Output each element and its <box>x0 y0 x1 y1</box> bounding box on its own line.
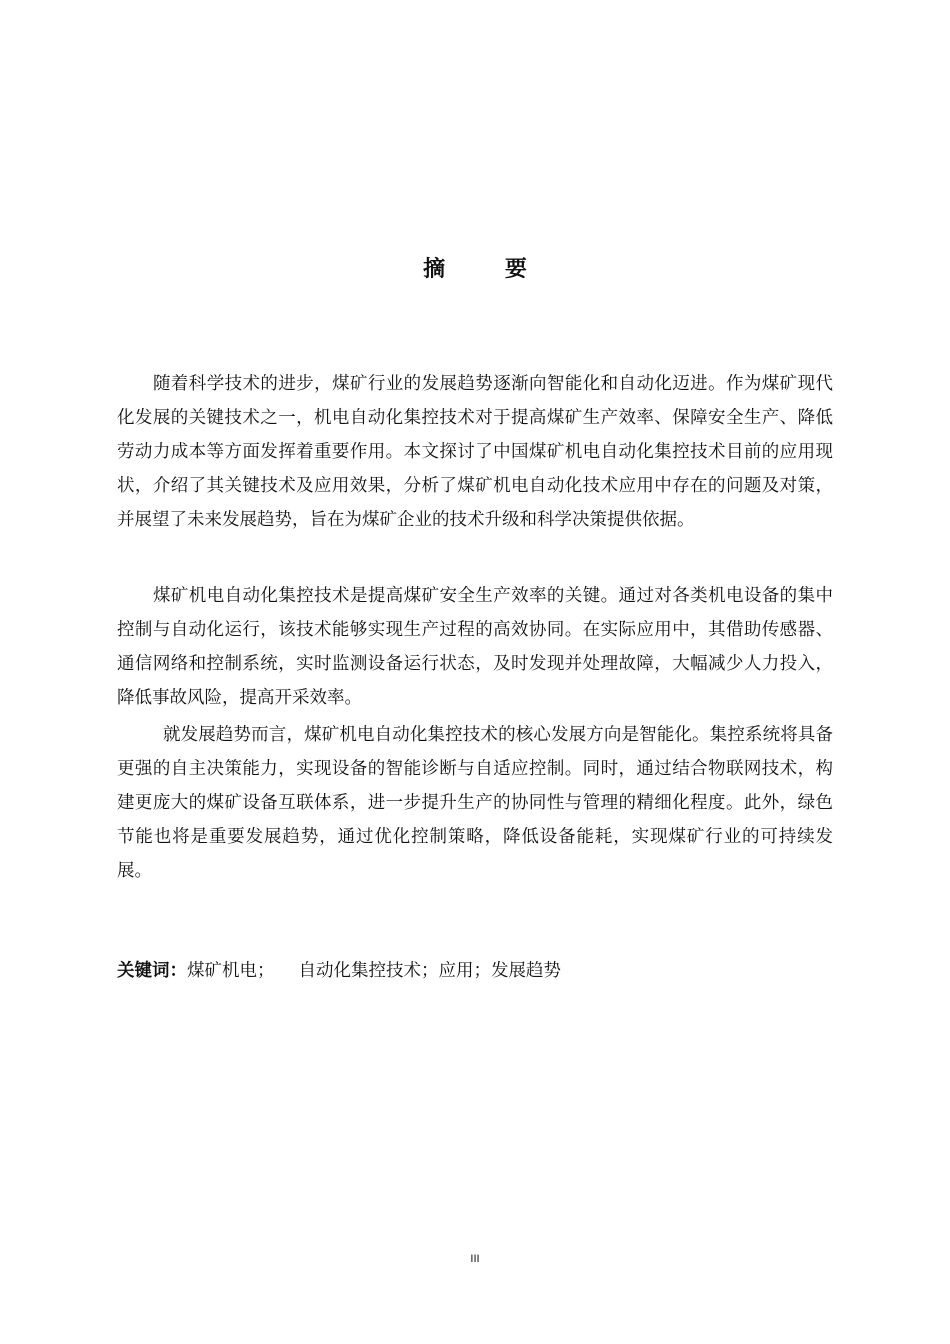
abstract-paragraph-1: 随着科学技术的进步，煤矿行业的发展趋势逐渐向智能化和自动化迈进。作为煤矿现代化发展的关键技术之一，机电自动化集控技术对于提高煤矿生产效率、保障安全生产、降低劳动力成本等方面发挥着重要作用。本文探讨了中国煤矿机电自动化集控技术目前的应用现状，介绍了其关键技术及应用效果，分析了煤矿机电自动化技术应用中存在的问题及对策，并展望了未来发展趋势，旨在为煤矿企业的技术升级和科学决策提供依据。 <box>117 374 833 530</box>
abstract-paragraph-3: 就发展趋势而言，煤矿机电自动化集控技术的核心发展方向是智能化。集控系统将具备更强的自主决策能力，实现设备的智能诊断与自适应控制。同时，通过结合物联网技术，构建更庞大的煤矿设备互联体系，进一步提升生产的协同性与管理的精细化程度。此外，绿色节能也将是重要发展趋势，通过优化控制策略，降低设备能耗，实现煤矿行业的可持续发展。 <box>117 725 833 881</box>
keyword-rest: 自动化集控技术；应用；发展趋势 <box>298 961 561 981</box>
abstract-title: 摘 要 <box>423 257 553 282</box>
keyword-first: 煤矿机电； <box>187 961 275 981</box>
keywords-line <box>117 956 561 986</box>
keywords-label: 关键词： <box>117 961 187 981</box>
page-number: III <box>470 1253 480 1265</box>
abstract-paragraph-2: 煤矿机电自动化集控技术是提高煤矿安全生产效率的关键。通过对各类机电设备的集中控制与自动化运行，该技术能够实现生产过程的高效协同。在实际应用中，其借助传感器、通信网络和控制系统，实时监测设备运行状态，及时发现并处理故障，大幅减少人力投入，降低事故风险，提高开采效率。 <box>117 586 833 708</box>
